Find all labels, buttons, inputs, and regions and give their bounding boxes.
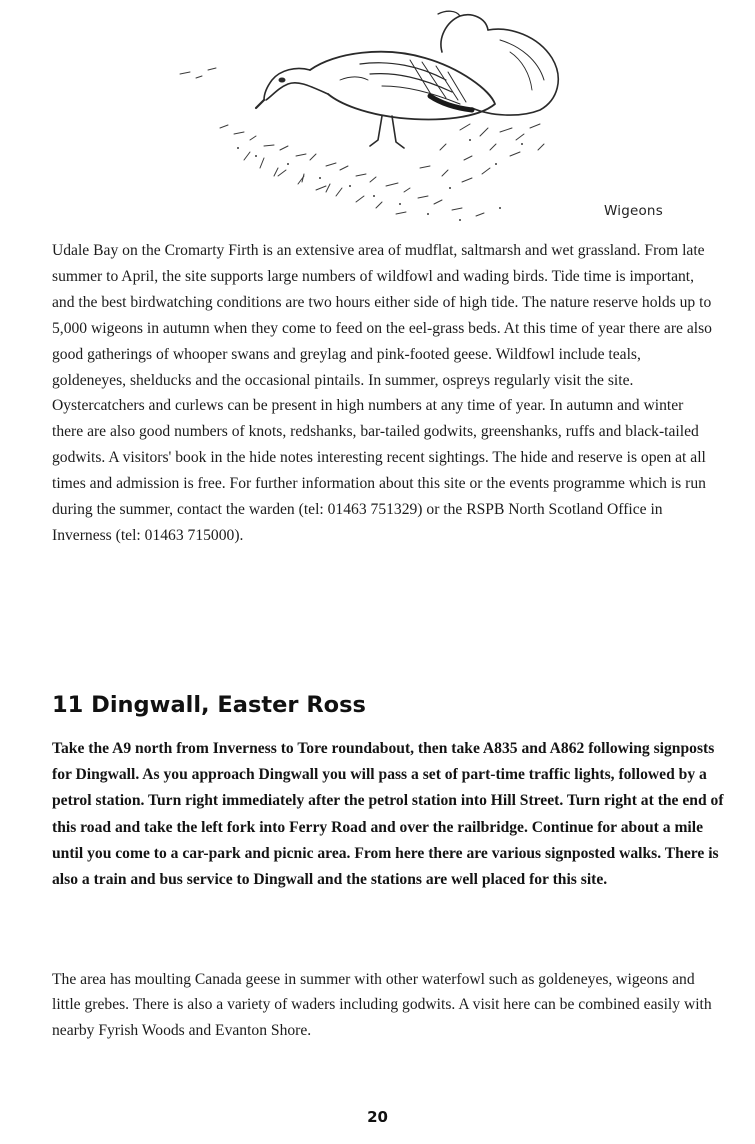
page-number: 20	[367, 1108, 388, 1126]
directions-paragraph: Take the A9 north from Inverness to Tore roundabout, then take A835 and A862 following signposts for Dingwall. As you approach Dingwall you will pass a set of part-time traffic lights, followed by a petrol station. Turn right immediately after the petrol station into Hill Street. Turn right at the end of this road and take the left fork into Ferry Road and over the railbridge. Continue for about a mile until you come to a car-park and picnic area. From here there are various signposted walks. There is also a train and bus service to Dingwall and the stations are well placed for this site.	[52, 740, 724, 889]
section-heading: 11 Dingwall, Easter Ross	[52, 692, 366, 718]
section-description-paragraph: The area has moulting Canada geese in summer with other waterfowl such as goldeneyes, wigeons and little grebes. There is also a variety of waders including godwits. A visit here can be combined easily with nearby Fyrish Woods and Evanton Shore.	[52, 971, 712, 1039]
illustration-caption: Wigeons	[604, 203, 663, 219]
wigeons-illustration	[160, 0, 600, 232]
site-description-paragraph: Udale Bay on the Cromarty Firth is an extensive area of mudflat, saltmarsh and wet grassland. From late summer to April, the site supports large numbers of wildfowl and wading birds. Tide time is important, and the best birdwatching conditions are two hours either side of high tide. The nature reserve holds up to 5,000 wigeons in autumn when they come to feed on the eel-grass beds. At this time of year there are also good gatherings of whooper swans and greylag and pink-footed geese. Wildfowl include teals, goldeneyes, shelducks and the occasional pintails. In summer, ospreys regularly visit the site. Oystercatchers and curlews can be present in high numbers at any time of year. In autumn and winter there are also good numbers of knots, redshanks, bar-tailed godwits, greenshanks, ruffs and black-tailed godwits. A visitors' book in the hide notes interesting recent sightings. The hide and reserve is open at all times and admission is free. For further information about this site or the events programme which is run during the summer, contact the warden (tel: 01463 751329) or the RSPB North Scotland Office in Inverness (tel: 01463 715000).	[52, 242, 712, 544]
